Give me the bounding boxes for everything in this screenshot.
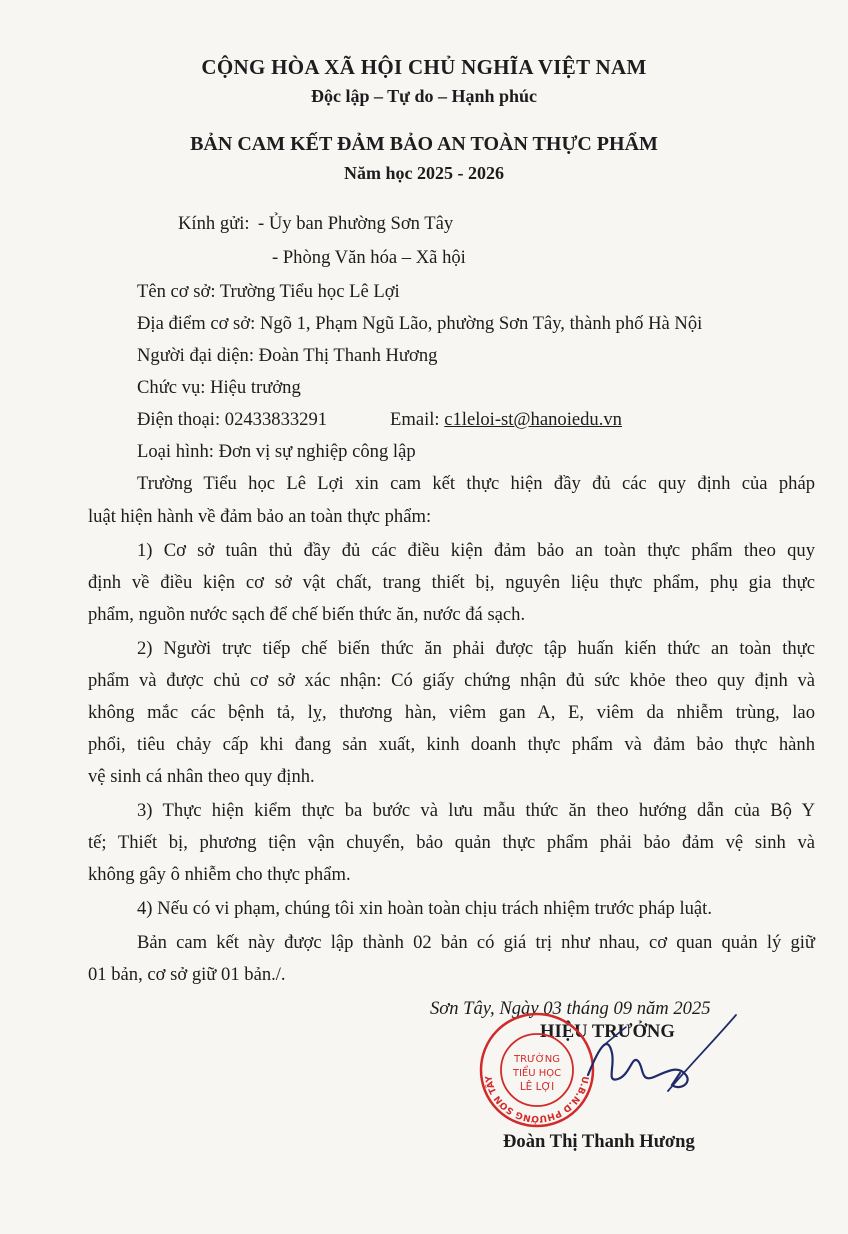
email-link[interactable]: c1leloi-st@hanoiedu.vn bbox=[444, 409, 622, 430]
position: Chức vụ: Hiệu trưởng bbox=[137, 377, 301, 398]
place-date: Sơn Tây, Ngày 03 tháng 09 năm 2025 bbox=[430, 998, 711, 1019]
paragraph-line: tế; Thiết bị, phương tiện vận chuyển, bảo quản thực phẩm phải bảo đảm vệ sinh và bbox=[88, 832, 815, 853]
paragraph-line: không gây ô nhiễm cho thực phẩm. bbox=[88, 864, 351, 885]
recipient-label: Kính gửi: bbox=[178, 213, 250, 234]
paragraph-line: phẩm và được chủ cơ sở xác nhận: Có giấy chứng nhận đủ sức khỏe theo quy định và bbox=[88, 670, 815, 691]
paragraph-line: định về điều kiện cơ sở vật chất, trang thiết bị, nguyên liệu thực phẩm, phụ gia thực bbox=[88, 572, 815, 593]
stamp-text: LÊ LỢI bbox=[519, 1081, 555, 1093]
stamp-text: TIỂU HỌC bbox=[512, 1068, 562, 1079]
facility-name: Tên cơ sở: Trường Tiểu học Lê Lợi bbox=[137, 281, 400, 302]
paragraph-line: 4) Nếu có vi phạm, chúng tôi xin hoàn toàn chịu trách nhiệm trước pháp luật. bbox=[137, 898, 712, 919]
recipient-item: - Ủy ban Phường Sơn Tây bbox=[258, 213, 454, 234]
stamp-text: TRƯỜNG bbox=[514, 1054, 560, 1065]
stamp-ring-text: U.B.N.D PHƯỜNG SƠN TÂY bbox=[484, 1074, 590, 1124]
facility-type: Loại hình: Đơn vị sự nghiệp công lập bbox=[137, 441, 416, 462]
signer-name: Đoàn Thị Thanh Hương bbox=[503, 1131, 695, 1152]
paragraph-line: luật hiện hành về đảm bảo an toàn thực phẩm: bbox=[88, 506, 432, 527]
paragraph-line: 1) Cơ sở tuân thủ đầy đủ các điều kiện đảm bảo an toàn thực phẩm theo quy bbox=[137, 540, 815, 561]
paragraph-line: 3) Thực hiện kiểm thực ba bước và lưu mẫu thức ăn theo hướng dẫn của Bộ Y bbox=[137, 800, 815, 821]
paragraph-line: phẩm, nguồn nước sạch để chế biến thức ăn, nước đá sạch. bbox=[88, 604, 526, 625]
motto-heading: Độc lập – Tự do – Hạnh phúc bbox=[310, 86, 538, 106]
paragraph-line: Trường Tiểu học Lê Lợi xin cam kết thực hiện đầy đủ các quy định của pháp bbox=[137, 473, 815, 494]
paragraph-line: 2) Người trực tiếp chế biến thức ăn phải được tập huấn kiến thức an toàn thực bbox=[137, 638, 815, 659]
paragraph-line: Bản cam kết này được lập thành 02 bản có giá trị như nhau, cơ quan quản lý giữ bbox=[137, 932, 815, 953]
school-year: Năm học 2025 - 2026 bbox=[344, 163, 504, 183]
email-line bbox=[390, 409, 622, 431]
email-label: Email: bbox=[390, 409, 445, 430]
paragraph-line: vệ sinh cá nhân theo quy định. bbox=[88, 766, 315, 787]
recipient-item: - Phòng Văn hóa – Xã hội bbox=[272, 247, 466, 268]
document-title: BẢN CAM KẾT ĐẢM BẢO AN TOÀN THỰC PHẨM bbox=[190, 133, 658, 155]
paragraph-line: 01 bản, cơ sở giữ 01 bản./. bbox=[88, 964, 286, 985]
phone: Điện thoại: 02433833291 bbox=[137, 409, 328, 430]
representative: Người đại diện: Đoàn Thị Thanh Hương bbox=[137, 345, 438, 366]
facility-address: Địa điểm cơ sở: Ngõ 1, Phạm Ngũ Lão, phường Sơn Tây, thành phố Hà Nội bbox=[137, 313, 703, 334]
signer-title: HIỆU TRƯỞNG bbox=[540, 1021, 675, 1042]
nation-heading: CỘNG HÒA XÃ HỘI CHỦ NGHĨA VIỆT NAM bbox=[201, 55, 647, 79]
handwritten-signature bbox=[560, 1005, 750, 1115]
paragraph-line: phổi, tiêu chảy cấp khi đang sản xuất, kinh doanh thực phẩm và đảm bảo thực hành bbox=[88, 734, 815, 755]
paragraph-line: không mắc các bệnh tả, lỵ, thương hàn, viêm gan A, E, viêm da nhiễm trùng, lao bbox=[88, 702, 815, 723]
